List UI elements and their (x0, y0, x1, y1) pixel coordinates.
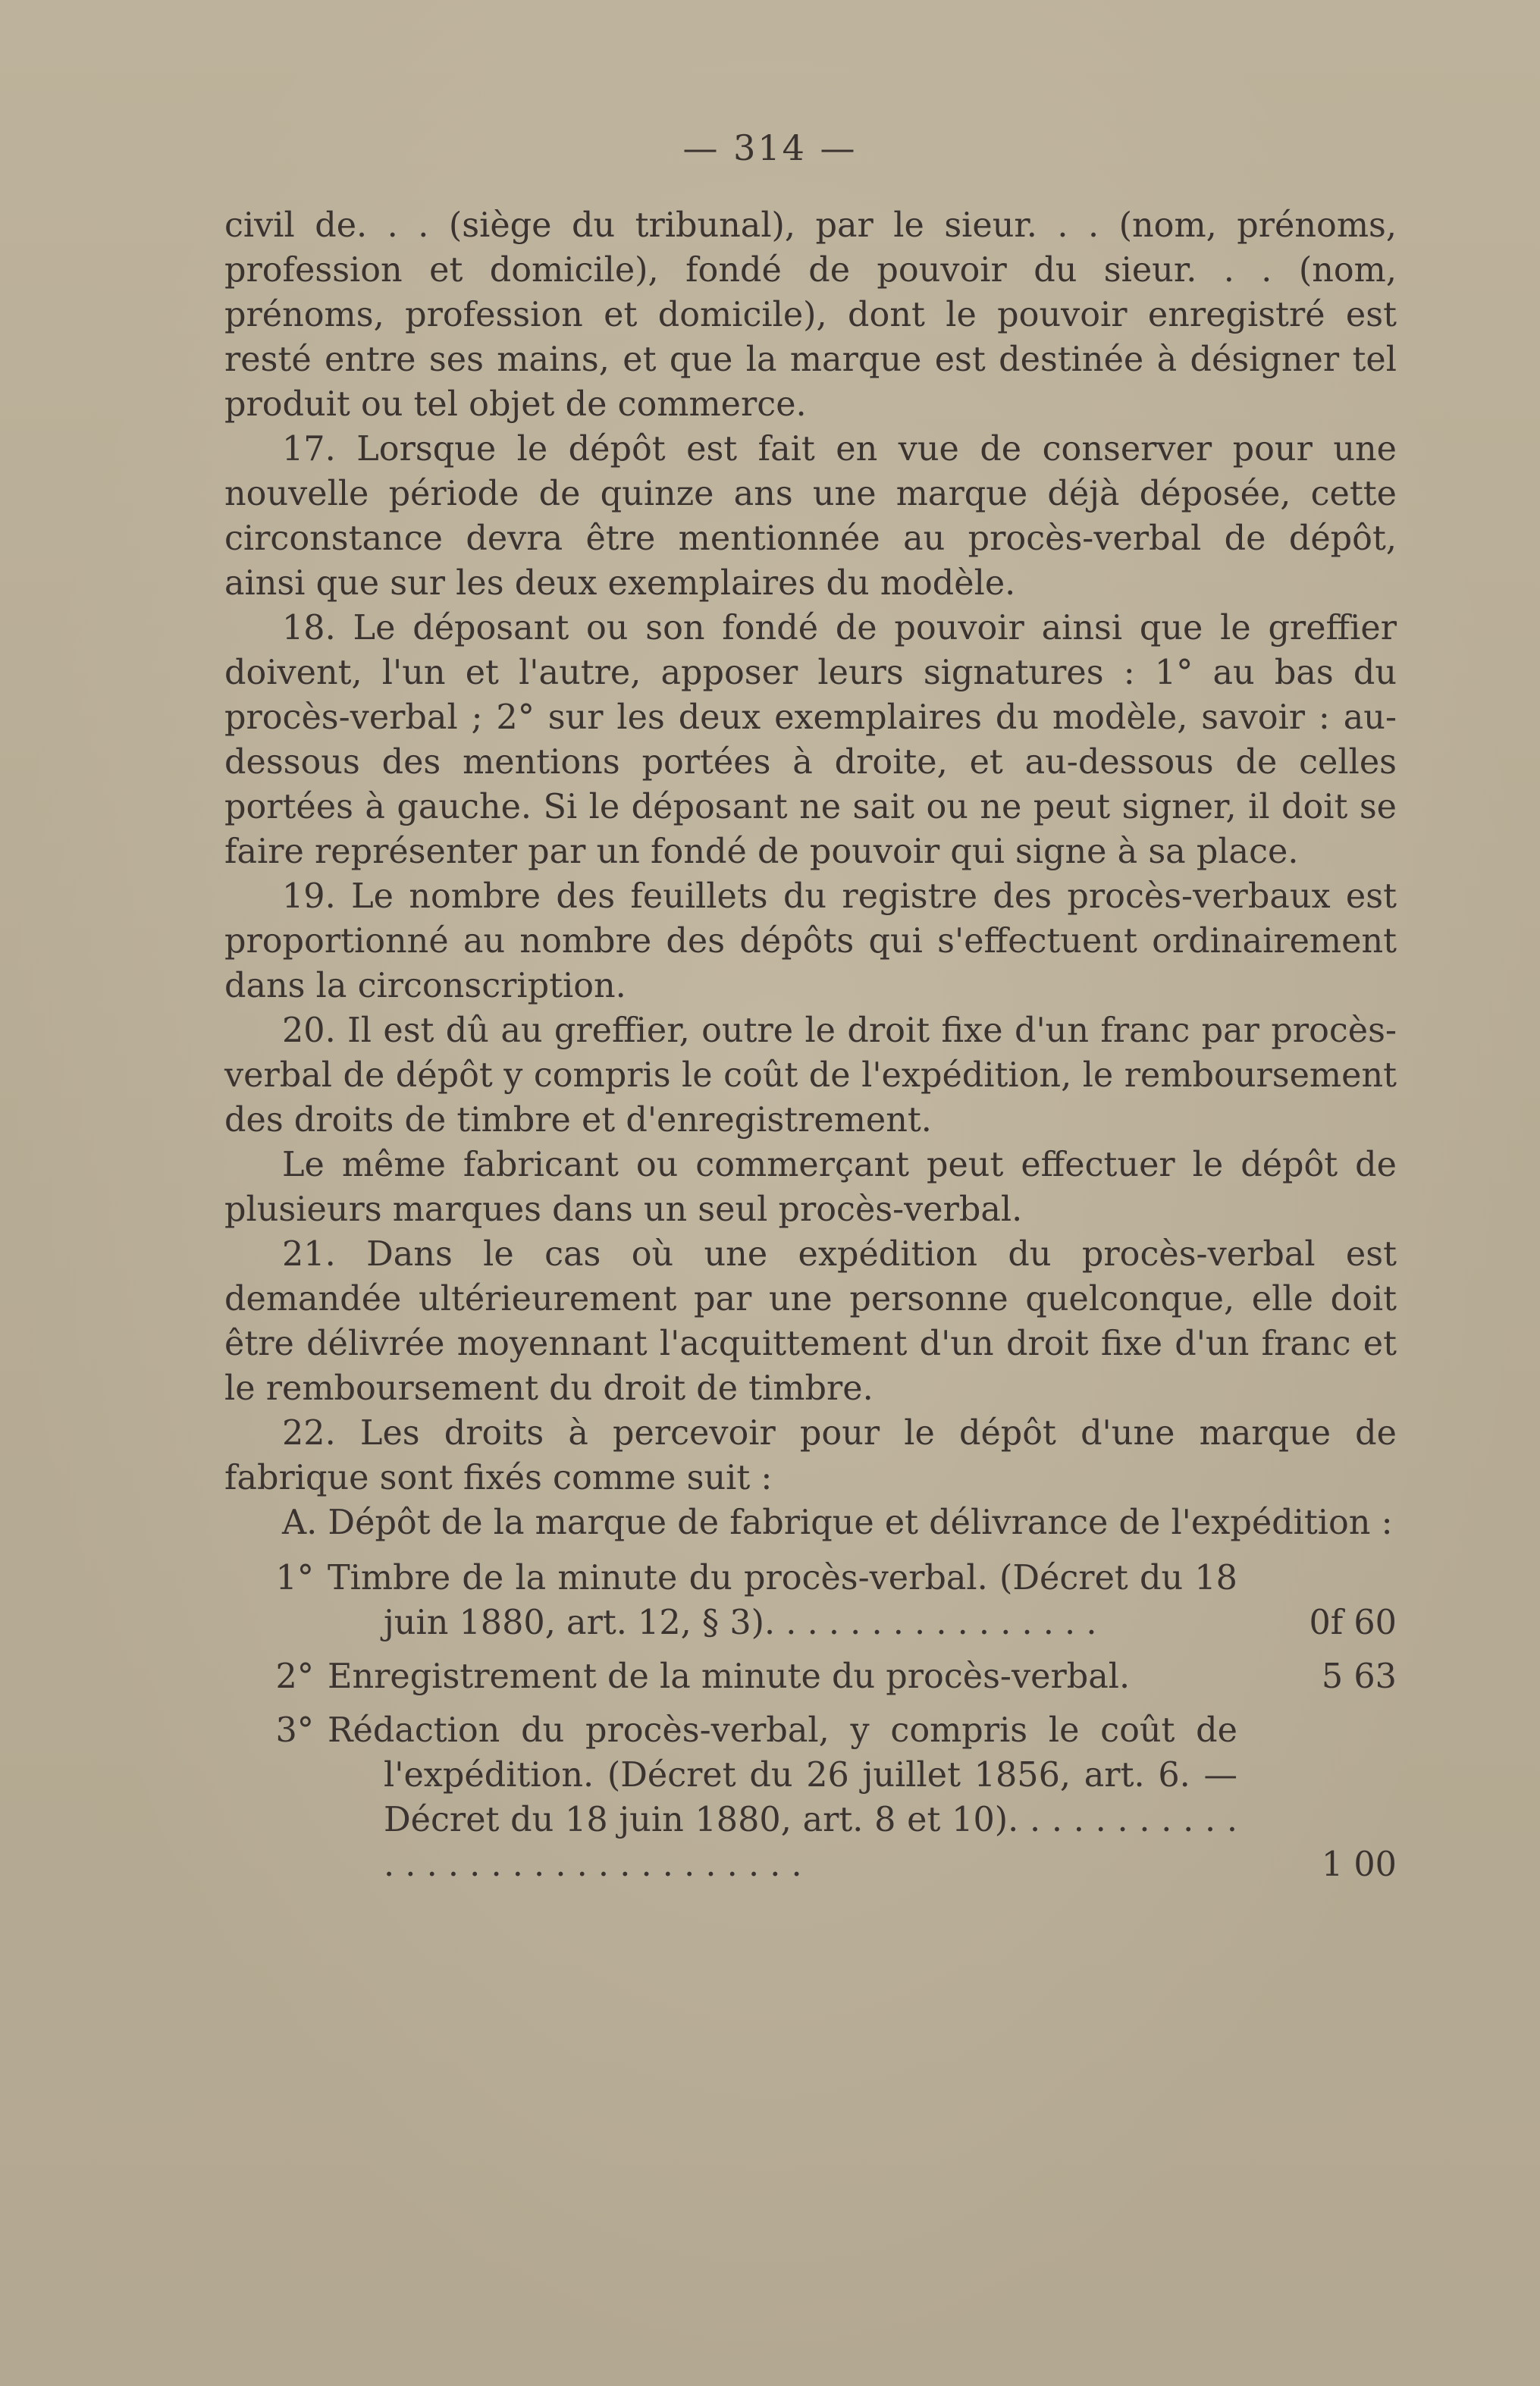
paragraph-20-addendum: Le même fabricant ou commerçant peut effectuer le dépôt de plusieurs marques dans un seul procès-verbal. (224, 1146, 1397, 1229)
fee-number: 3° (275, 1711, 314, 1750)
fee-description: Enregistrement de la minute du procès-verbal. (328, 1657, 1131, 1696)
paragraph-18: 18. Le déposant ou son fondé de pouvoir ainsi que le greffier doivent, l'un et l'autre, apposer leurs signatures : 1° au bas du procès-verbal ; 2° sur les deux exemplaires du modèle, savoir : au-dessous des mentions portées à droite, et au-dessous de celles portées à gauche. Si le déposant ne sait ou ne peut signer, il doit se faire représenter par un fondé de pouvoir qui signe à sa place. (224, 609, 1397, 871)
fee-number: 2° (275, 1657, 314, 1696)
fee-description: Rédaction du procès-verbal, y compris le coût de l'expédition. (Décret du 26 juillet 1856, art. 6. — Décret du 18 juin 1880, art. 8 et 10). . . . . . . . . . . . . . . . . . . . . . . . . . . . . . . (328, 1711, 1237, 1884)
fee-item (224, 1654, 1397, 1699)
fee-item (224, 1708, 1397, 1887)
page-number: — 314 — (682, 127, 858, 168)
fee-amount: 0f 60 (1309, 1604, 1397, 1642)
paragraph-17: 17. Lorsque le dépôt est fait en vue de conserver pour une nouvelle période de quinze ans une marque déjà déposée, cette circonstance devra être mentionnée au procès-verbal de dépôt, ainsi que sur les deux exemplaires du modèle. (224, 430, 1397, 603)
fee-number: 1° (275, 1559, 314, 1597)
body-text (224, 203, 1397, 1887)
paragraph-19: 19. Le nombre des feuillets du registre des procès-verbaux est proportionné au nombre des dépôts qui s'effectuent ordinairement dans la circonscription. (224, 877, 1397, 1005)
fee-amount: 5 63 (1321, 1657, 1397, 1696)
fee-list (224, 1556, 1397, 1887)
fee-amount: 1 00 (1321, 1845, 1397, 1884)
fee-item (224, 1556, 1397, 1645)
paragraph-continuation: civil de. . . (siège du tribunal), par le sieur. . . (nom, prénoms, profession et domicile), fondé de pouvoir du sieur. . . (nom, prénoms, profession et domicile), dont le pouvoir enregistré est resté entre ses mains, et que la marque est destinée à désigner tel produit ou tel objet de commerce. (224, 206, 1397, 424)
fee-description: Timbre de la minute du procès-verbal. (Décret du 18 juin 1880, art. 12, § 3). . . . . . . . . . . . . . . . (328, 1559, 1237, 1642)
paragraph-22-a: A. Dépôt de la marque de fabrique et délivrance de l'expédition : (282, 1503, 1393, 1542)
paragraph-21: 21. Dans le cas où une expédition du procès-verbal est demandée ultérieurement par une personne quelconque, elle doit être délivrée moyennant l'acquittement d'un droit fixe d'un franc et le remboursement du droit de timbre. (224, 1235, 1397, 1408)
paragraph-20: 20. Il est dû au greffier, outre le droit fixe d'un franc par procès-verbal de dépôt y compris le coût de l'expédition, le remboursement des droits de timbre et d'enregistrement. (224, 1011, 1397, 1140)
paragraph-22: 22. Les droits à percevoir pour le dépôt d'une marque de fabrique sont fixés comme suit : (224, 1414, 1397, 1497)
